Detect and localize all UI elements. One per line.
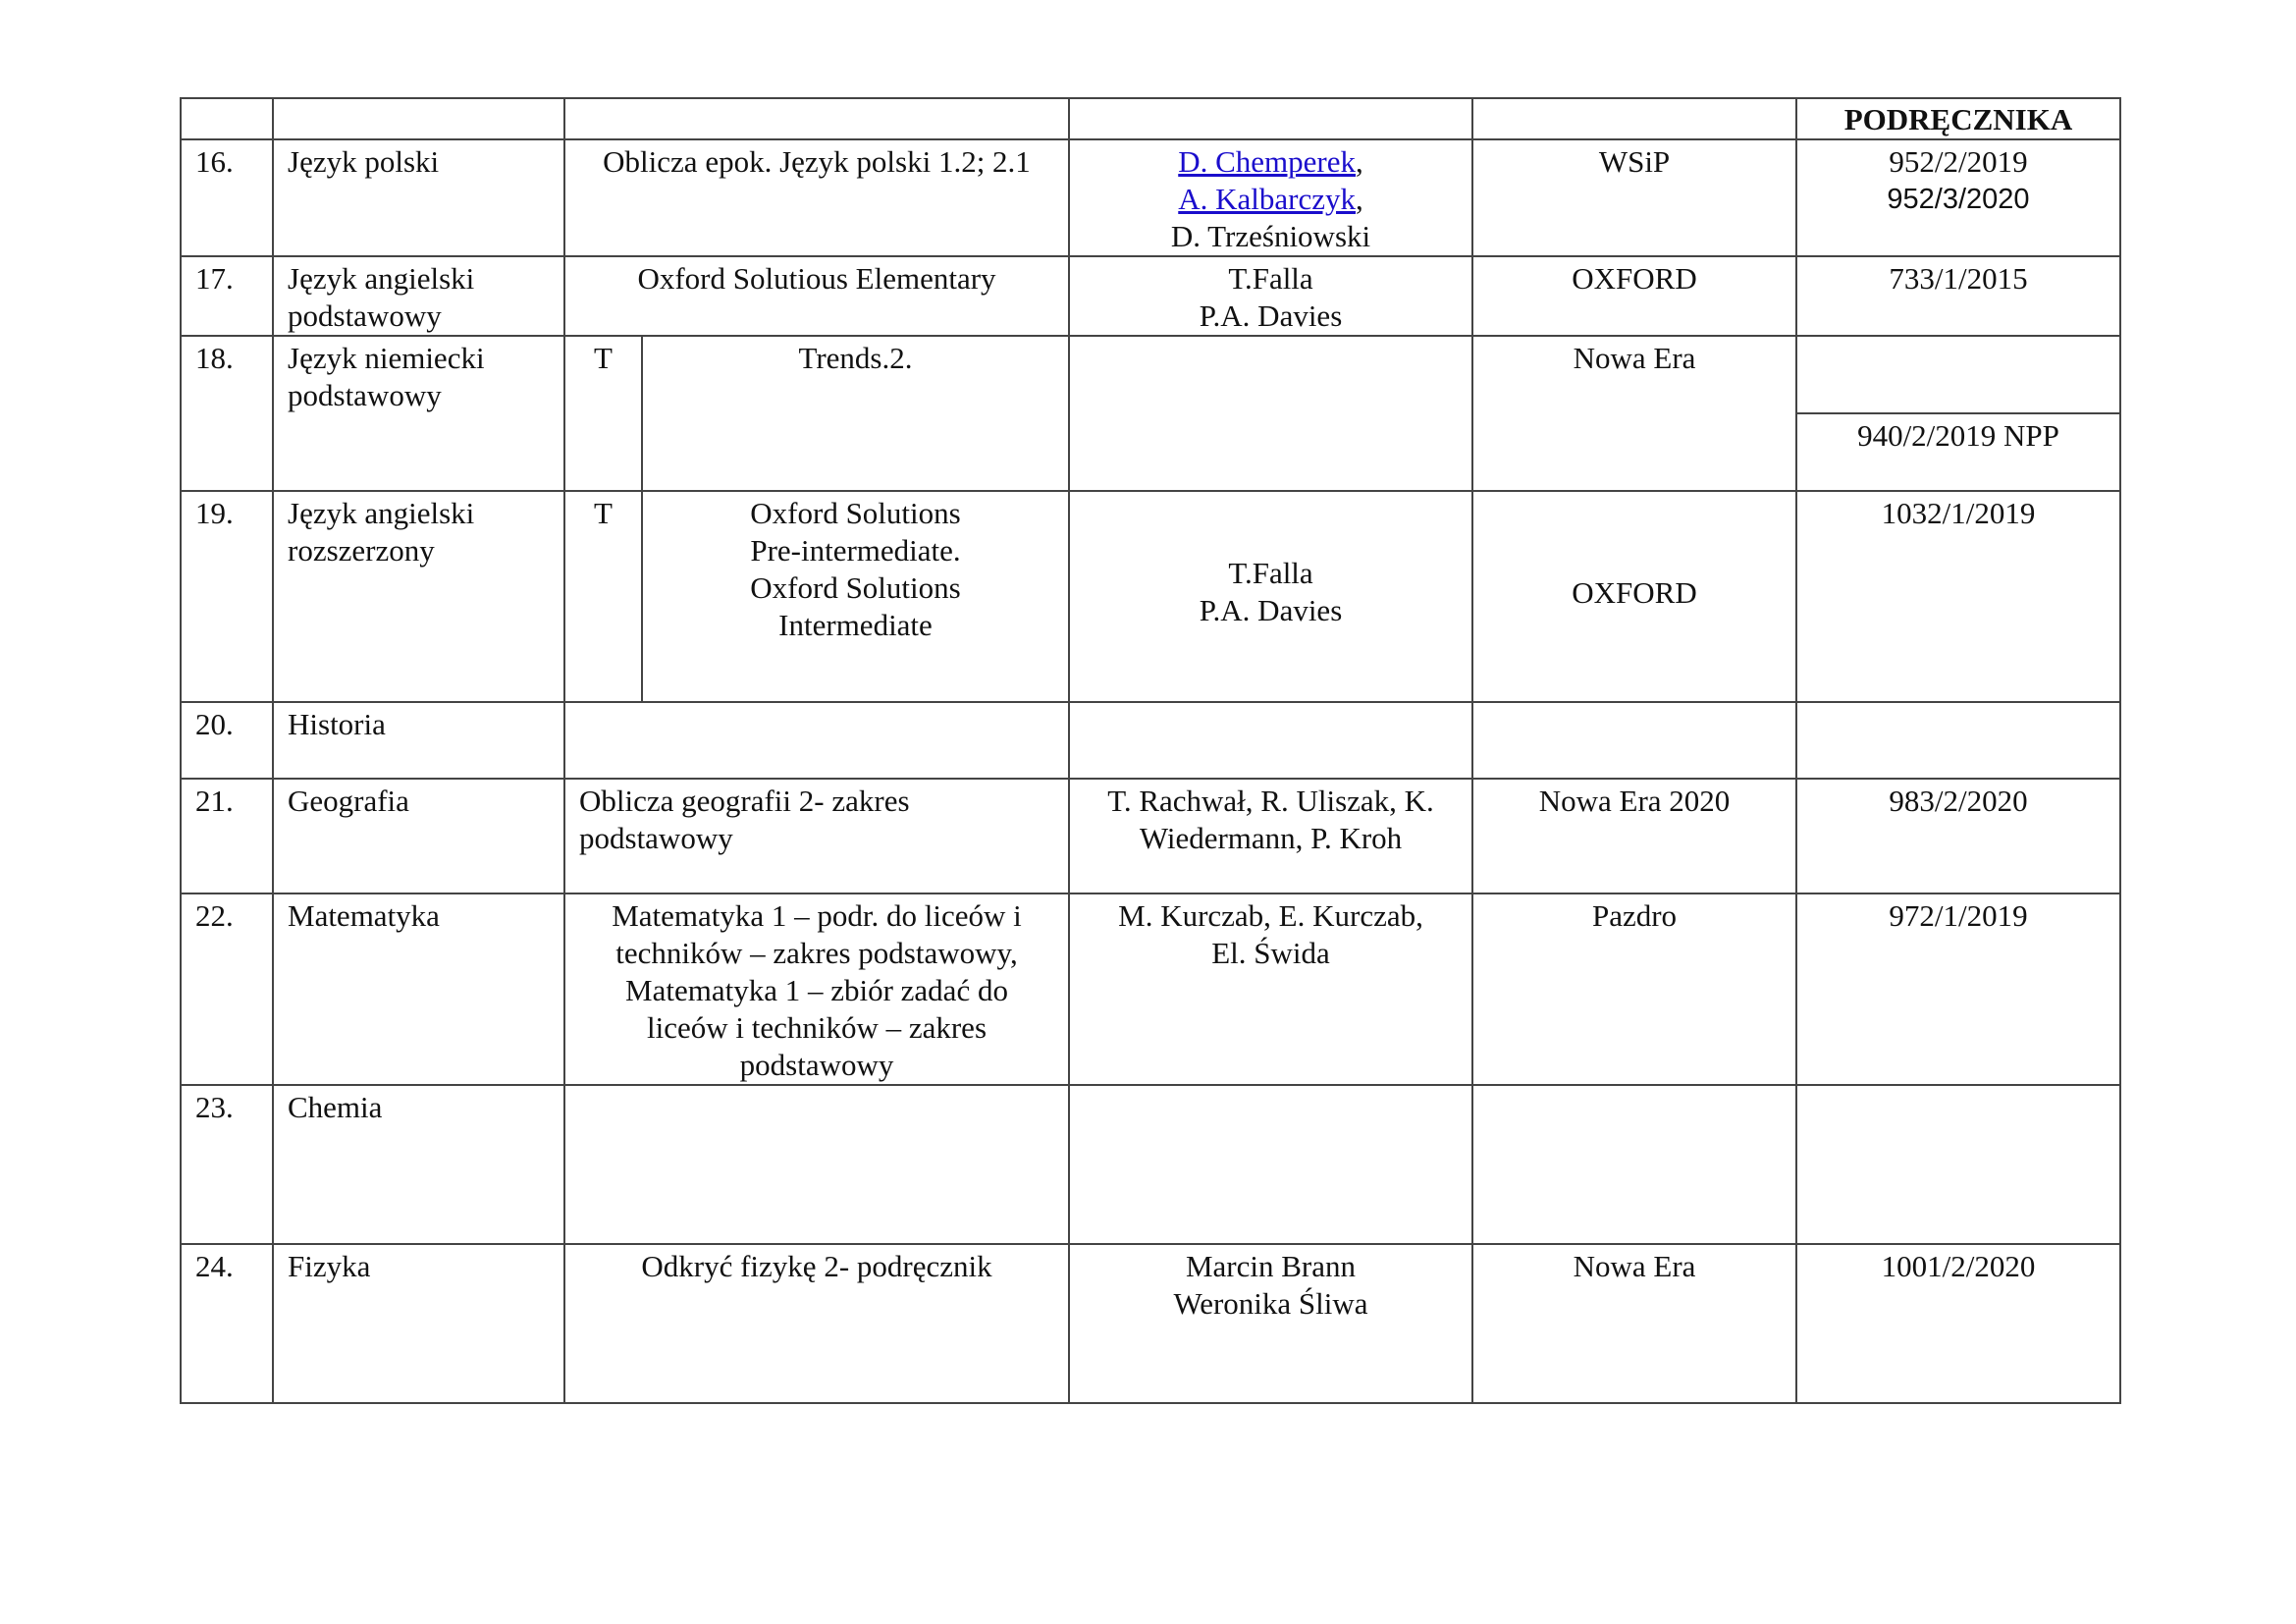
author-line: Weronika Śliwa	[1173, 1286, 1368, 1321]
author-cell	[1069, 256, 1472, 336]
table-row	[181, 139, 2120, 256]
table-row	[181, 893, 2120, 1085]
table-row	[181, 336, 2120, 413]
row-number: 21.	[181, 779, 273, 893]
subject-line: Język angielski	[288, 261, 475, 296]
number-cell	[1796, 139, 2120, 256]
author-cell	[1069, 336, 1472, 491]
subject-cell: Historia	[273, 702, 564, 779]
number-cell: 1032/1/2019	[1796, 491, 2120, 702]
row-number: 24.	[181, 1244, 273, 1403]
number-cell: 733/1/2015	[1796, 256, 2120, 336]
title-line: Matematyka 1 – podr. do liceów i	[612, 898, 1022, 933]
subject-cell: Geografia	[273, 779, 564, 893]
title-line: Oblicza geografii 2- zakres	[579, 784, 910, 818]
publisher-cell	[1472, 702, 1796, 779]
subject-cell: Fizyka	[273, 1244, 564, 1403]
approval-number: 952/3/2020	[1887, 184, 2030, 215]
table-row	[181, 256, 2120, 336]
title-line: techników – zakres podstawowy,	[615, 936, 1018, 970]
author-link-chemperek[interactable]: D. Chemperek	[1178, 144, 1357, 179]
author-line: T.Falla	[1228, 261, 1313, 296]
number-cell	[1796, 1085, 2120, 1244]
table-row	[181, 491, 2120, 702]
textbook-table	[180, 97, 2121, 1404]
table-row-header	[181, 98, 2120, 139]
number-cell: 940/2/2019 NPP	[1796, 413, 2120, 491]
mark-cell: T	[564, 491, 642, 702]
title-cell: Trends.2.	[642, 336, 1069, 491]
author-line: T. Rachwał, R. Uliszak, K.	[1107, 784, 1434, 818]
author-link-kalbarczyk[interactable]: A. Kalbarczyk	[1178, 182, 1356, 216]
mark-cell: T	[564, 336, 642, 491]
row-number: 17.	[181, 256, 273, 336]
title-cell: Oblicza epok. Język polski 1.2; 2.1	[564, 139, 1069, 256]
title-cell	[564, 893, 1069, 1085]
author-cell	[1069, 893, 1472, 1085]
row-number: 16.	[181, 139, 273, 256]
row-number: 18.	[181, 336, 273, 491]
number-cell: 972/1/2019	[1796, 893, 2120, 1085]
row-number: 23.	[181, 1085, 273, 1244]
title-cell	[642, 491, 1069, 702]
author-text: D. Trześniowski	[1170, 219, 1371, 253]
table-row	[181, 1244, 2120, 1403]
author-cell	[1069, 139, 1472, 256]
row-number: 19.	[181, 491, 273, 702]
row-number: 20.	[181, 702, 273, 779]
cell-empty	[1472, 98, 1796, 139]
publisher-cell: WSiP	[1472, 139, 1796, 256]
table-row	[181, 1085, 2120, 1244]
number-cell	[1796, 336, 2120, 413]
title-line: podstawowy	[579, 821, 733, 855]
publisher-cell: Pazdro	[1472, 893, 1796, 1085]
title-cell	[564, 702, 1069, 779]
title-line: liceów i techników – zakres	[646, 1010, 988, 1045]
author-cell	[1069, 1085, 1472, 1244]
title-line: Oxford Solutions	[750, 496, 961, 530]
author-cell	[1069, 491, 1472, 702]
author-line: P.A. Davies	[1199, 593, 1343, 627]
subject-cell	[273, 336, 564, 491]
comma: ,	[1356, 182, 1363, 216]
column-header-isbn: PODRĘCZNIKA	[1796, 98, 2120, 139]
subject-cell	[273, 491, 564, 702]
subject-line: Język angielski	[288, 496, 475, 530]
author-line: P.A. Davies	[1199, 298, 1343, 333]
publisher-cell: Nowa Era	[1472, 336, 1796, 491]
table-row	[181, 779, 2120, 893]
publisher-cell: Nowa Era	[1472, 1244, 1796, 1403]
author-line: M. Kurczab, E. Kurczab,	[1118, 898, 1423, 933]
author-line: El. Świda	[1211, 936, 1330, 970]
subject-line: rozszerzony	[288, 533, 435, 568]
number-cell	[1796, 702, 2120, 779]
number-cell: 1001/2/2020	[1796, 1244, 2120, 1403]
title-line: Oxford Solutions	[750, 570, 961, 605]
subject-cell: Matematyka	[273, 893, 564, 1085]
title-line: podstawowy	[739, 1048, 894, 1082]
title-cell	[564, 1085, 1069, 1244]
publisher-cell	[1472, 1085, 1796, 1244]
table-row	[181, 702, 2120, 779]
title-cell: Odkryć fizykę 2- podręcznik	[564, 1244, 1069, 1403]
title-cell: Oxford Solutious Elementary	[564, 256, 1069, 336]
subject-line: Język niemiecki	[288, 341, 485, 375]
subject-line: podstawowy	[288, 298, 442, 333]
cell-empty	[273, 98, 564, 139]
subject-cell	[273, 256, 564, 336]
author-cell	[1069, 702, 1472, 779]
title-line: Matematyka 1 – zbiór zadać do	[625, 973, 1008, 1007]
number-cell: 983/2/2020	[1796, 779, 2120, 893]
author-line: Marcin Brann	[1185, 1249, 1357, 1283]
author-line: Wiedermann, P. Kroh	[1139, 821, 1403, 855]
title-cell	[564, 779, 1069, 893]
comma: ,	[1356, 144, 1363, 179]
title-line: Intermediate	[778, 608, 933, 642]
author-line: T.Falla	[1228, 556, 1313, 590]
publisher-cell: OXFORD	[1472, 491, 1796, 702]
row-number: 22.	[181, 893, 273, 1085]
title-line: Pre-intermediate.	[750, 533, 961, 568]
approval-number: 952/2/2019	[1889, 144, 2028, 179]
cell-empty	[181, 98, 273, 139]
subject-cell: Język polski	[273, 139, 564, 256]
cell-empty	[1069, 98, 1472, 139]
subject-cell: Chemia	[273, 1085, 564, 1244]
publisher-cell: Nowa Era 2020	[1472, 779, 1796, 893]
author-cell	[1069, 779, 1472, 893]
publisher-cell: OXFORD	[1472, 256, 1796, 336]
subject-line: podstawowy	[288, 378, 442, 412]
author-cell	[1069, 1244, 1472, 1403]
cell-empty	[564, 98, 1069, 139]
